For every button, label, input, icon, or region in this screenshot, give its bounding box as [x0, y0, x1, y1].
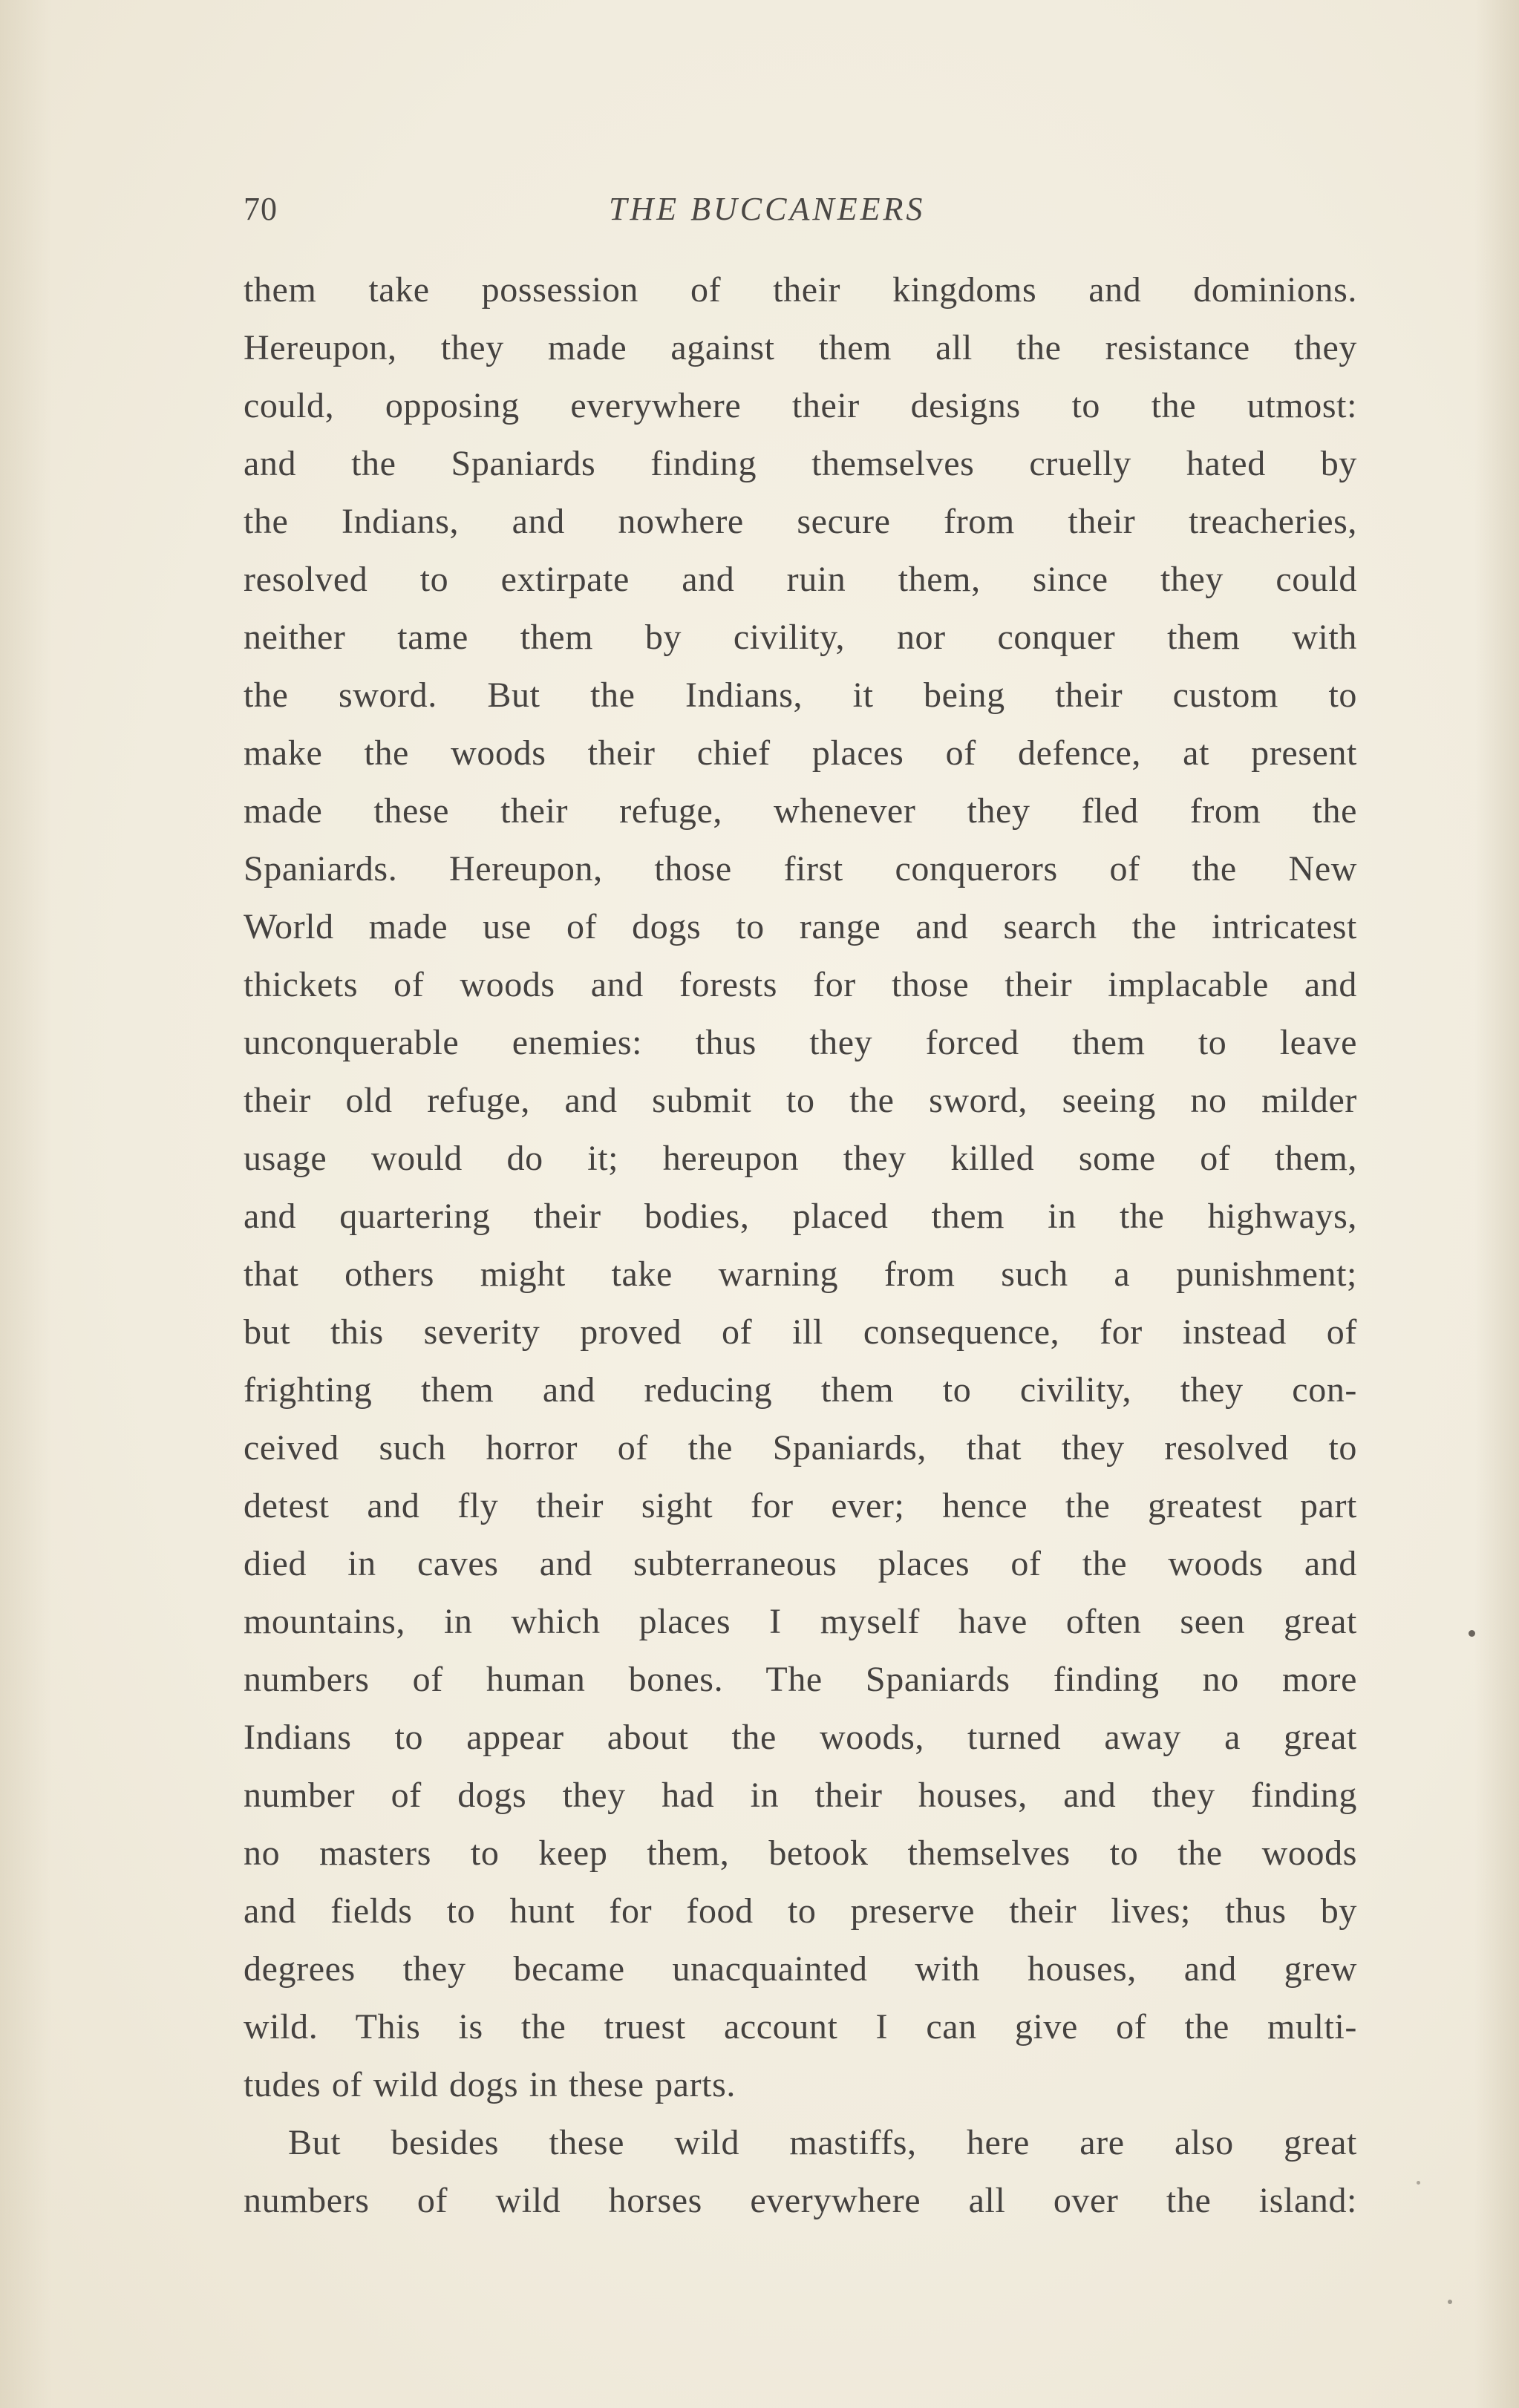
- text-line: Hereupon, they made against them all the resistance they: [244, 328, 1357, 367]
- paper-speck: [1469, 1630, 1475, 1637]
- text-line: unconquerable enemies: thus they forced them to leave: [244, 1023, 1357, 1062]
- text-line: degrees they became unacquainted with houses, and grew: [244, 1949, 1357, 1989]
- text-line: and the Spaniards finding themselves cruelly hated by: [244, 444, 1357, 483]
- text-line: that others might take warning from such a punishment;: [244, 1254, 1357, 1294]
- text-line: the sword. But the Indians, it being their custom to: [244, 675, 1357, 715]
- text-line: their old refuge, and submit to the sword, seeing no milder: [244, 1081, 1357, 1120]
- text-line: numbers of wild horses everywhere all over the island:: [244, 2181, 1357, 2220]
- text-line: the Indians, and nowhere secure from their treacheries,: [244, 502, 1357, 541]
- body-text: [244, 261, 1357, 2230]
- text-line: and quartering their bodies, placed them in the highways,: [244, 1197, 1357, 1236]
- paragraph-start-line: But besides these wild mastiffs, here are also great: [288, 2123, 1357, 2162]
- text-line: neither tame them by civility, nor conquer them with: [244, 618, 1357, 657]
- text-line: Spaniards. Hereupon, those first conquerors of the New: [244, 849, 1357, 889]
- text-line: them take possession of their kingdoms and dominions.: [244, 270, 1357, 310]
- text-line: World made use of dogs to range and search the intricatest: [244, 907, 1357, 946]
- text-line: wild. This is the truest account I can give of the multi-: [244, 2007, 1357, 2047]
- text-line: frighting them and reducing them to civility, they con-: [244, 1370, 1357, 1410]
- text-line: could, opposing everywhere their designs to the utmost:: [244, 386, 1357, 425]
- running-title: THE BUCCANEERS: [609, 191, 926, 227]
- text-line: detest and fly their sight for ever; hence the greatest part: [244, 1486, 1357, 1525]
- text-line: no masters to keep them, betook themselves to the woods: [244, 1833, 1357, 1873]
- gutter-shadow: [0, 0, 52, 2408]
- text-line: make the woods their chief places of defence, at present: [244, 733, 1357, 773]
- text-line: and fields to hunt for food to preserve their lives; thus by: [244, 1891, 1357, 1931]
- text-line: numbers of human bones. The Spaniards finding no more: [244, 1660, 1357, 1699]
- text-line: number of dogs they had in their houses, and they finding: [244, 1776, 1357, 1815]
- paper-speck: [1417, 2181, 1420, 2185]
- running-header: [244, 187, 1357, 232]
- text-line: made these their refuge, whenever they fled from the: [244, 791, 1357, 831]
- text-line: resolved to extirpate and ruin them, since they could: [244, 560, 1357, 599]
- text-line: thickets of woods and forests for those their implacable and: [244, 965, 1357, 1004]
- page-number: 70: [244, 191, 278, 227]
- paper-speck: [1448, 2300, 1452, 2304]
- text-line: but this severity proved of ill consequence, for instead of: [244, 1312, 1357, 1352]
- text-line: died in caves and subterraneous places of the woods and: [244, 1544, 1357, 1583]
- text-line: tudes of wild dogs in these parts.: [244, 2065, 736, 2104]
- page-edge-shadow: [1474, 0, 1519, 2408]
- text-line: mountains, in which places I myself have often seen great: [244, 1602, 1357, 1641]
- text-line: ceived such horror of the Spaniards, that they resolved to: [244, 1428, 1357, 1468]
- text-line: usage would do it; hereupon they killed some of them,: [244, 1139, 1357, 1178]
- text-line: Indians to appear about the woods, turned away a great: [244, 1718, 1357, 1757]
